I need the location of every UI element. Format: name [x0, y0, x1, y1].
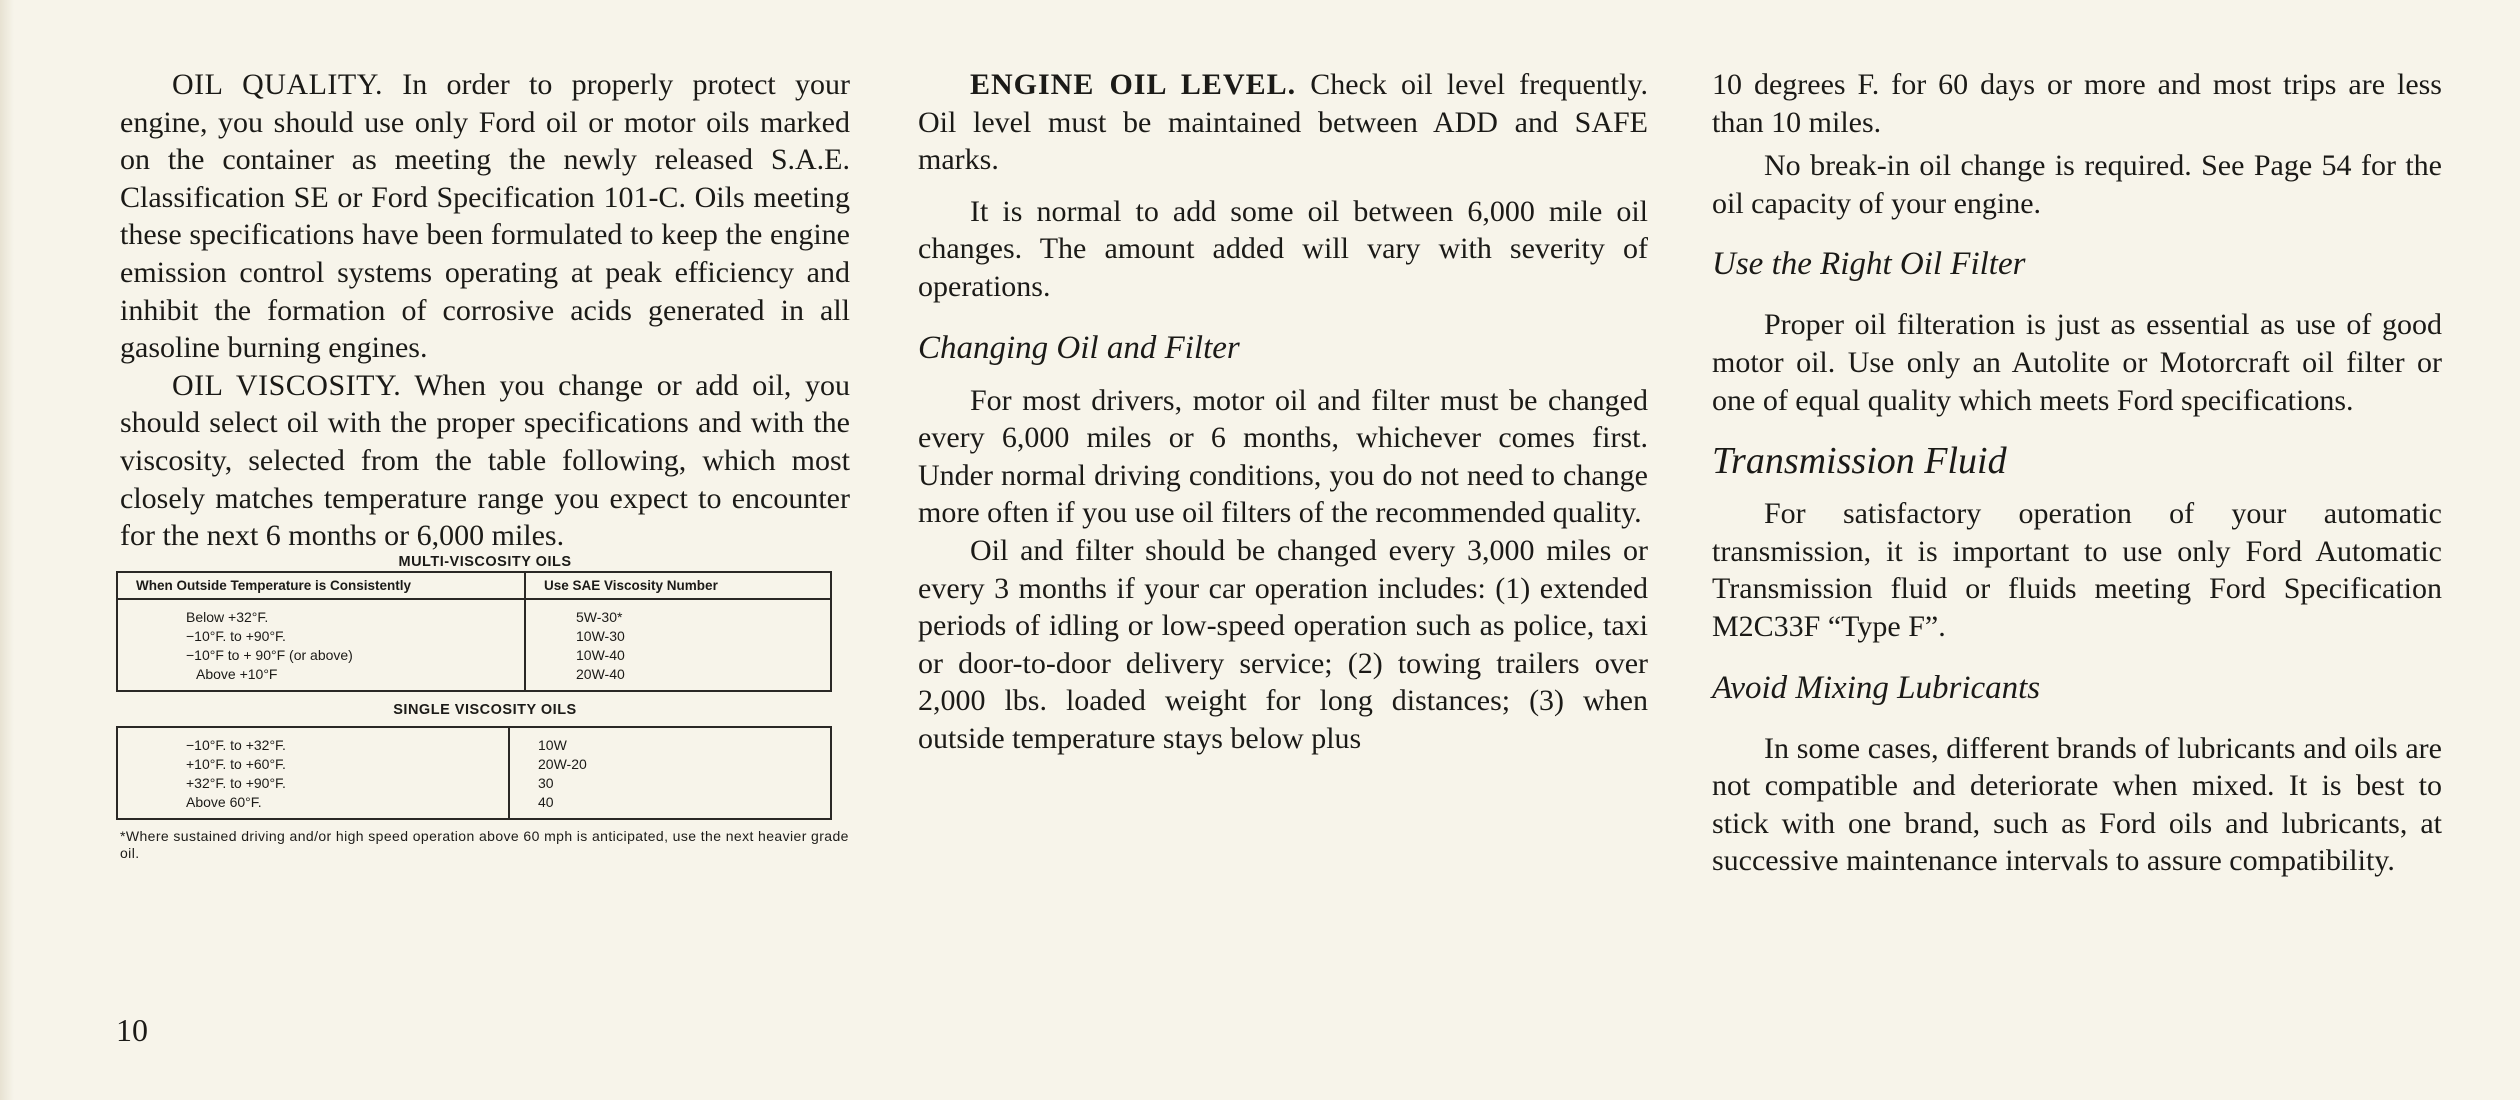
single-visc-cell	[509, 727, 831, 819]
table-row-visc: 10W-40	[576, 646, 625, 663]
table-row-temp: +32°F. to +90°F.	[186, 774, 286, 791]
transmission-fluid-paragraph: For satisfactory operation of your automatic transmission, it is important to use only Ford Automatic Transmission fluid or fluids meeting Ford Specification M2C33F “Type F”.	[1712, 497, 2442, 643]
table-row-temp: Below +32°F.	[186, 608, 269, 625]
normal-add-paragraph: It is normal to add some oil between 6,000 mile oil changes. The amount added will vary with severity of operations.	[918, 194, 1648, 303]
table-row-visc: 10W-30	[576, 627, 625, 644]
single-viscosity-rows	[117, 727, 831, 819]
engine-oil-level-paragraph	[918, 66, 1648, 179]
transmission-fluid-heading: Transmission Fluid	[1712, 440, 2007, 483]
multi-viscosity-title: MULTI-VISCOSITY OILS	[398, 553, 572, 570]
table-row-temp: Above +10°F	[196, 665, 278, 682]
header-viscosity: Use SAE Viscosity Number	[525, 572, 831, 599]
table-row-visc: 10W	[538, 736, 567, 753]
oil-quality-text: In order to properly protect your engine, you should use only Ford oil or motor oils marked on the container as meeting the newly released S.A.E. Classification SE or Ford Specification 101-C. Oils meeting these specifications have been formulated to keep the engine emission control systems operating at peak efficiency and inhibit the formation of corrosive acids generated in all gasoline burning engines.	[120, 68, 850, 365]
table-row-temp: −10°F. to +32°F.	[186, 736, 286, 753]
oil-quality-lead: OIL QUALITY.	[172, 68, 384, 101]
oil-filter-heading: Use the Right Oil Filter	[1712, 246, 2026, 283]
single-viscosity-table	[116, 726, 832, 820]
table-header-row	[117, 572, 831, 599]
mixing-lubricants-paragraph: In some cases, different brands of lubricants and oils are not compatible and deteriorate when mixed. It is best to stick with one brand, such as Ford oils and lubricants, at successive maintenance intervals to assure compatibility.	[1712, 731, 2442, 878]
page-number: 10	[116, 1012, 148, 1048]
engine-oil-level-text: Check oil level frequently. Oil level must be maintained between ADD and SAFE marks.	[918, 68, 1648, 177]
table-row-visc: 20W-20	[538, 755, 587, 772]
table-footnote: *Where sustained driving and/or high speed operation above 60 mph is anticipated, use the next heavier grade oil.	[120, 827, 849, 861]
page-binding-edge	[0, 0, 14, 1100]
engine-oil-level-lead: ENGINE OIL LEVEL.	[970, 68, 1297, 101]
oil-viscosity-paragraph	[120, 367, 850, 555]
table-row-visc: 20W-40	[576, 665, 625, 682]
changing-oil-paragraph-2: Oil and filter should be changed every 3,000 miles or every 3 months if your car operation includes: (1) extended periods of idling or low-speed operation such as police, taxi or door-to-door delivery service; (2) towing trailers over 2,000 lbs. loaded weight for long distances; (3) when outside temperature stays below plus	[918, 533, 1648, 755]
table-row-visc: 5W-30*	[576, 608, 623, 625]
single-temp-cell	[117, 727, 509, 819]
changing-oil-paragraph-1: For most drivers, motor oil and filter must be changed every 6,000 miles or 6 months, whichever comes first. Under normal driving conditions, you do not need to change more often if you use oil filters of the recommended quality.	[918, 383, 1648, 530]
break-in-paragraph: No break-in oil change is required. See Page 54 for the oil capacity of your engine.	[1712, 149, 2442, 220]
table-row-temp: +10°F. to +60°F.	[186, 755, 286, 772]
oil-viscosity-lead: OIL VISCOSITY.	[172, 368, 402, 402]
table-row-temp: Above 60°F.	[186, 793, 262, 810]
viscosity-table	[116, 571, 832, 692]
mixing-lubricants-heading: Avoid Mixing Lubricants	[1712, 669, 2041, 706]
table-row-temp: −10°F. to +90°F.	[186, 627, 286, 644]
column-middle	[918, 66, 1648, 758]
oil-viscosity-text: When you change or add oil, you should select oil with the proper specifications and with the viscosity, selected from the table following, which most closely matches temperature range you expect to encounter for the next 6 months or 6,000 miles.	[120, 368, 850, 553]
table-row-visc: 30	[538, 774, 554, 791]
oil-filter-paragraph: Proper oil filteration is just as essential as use of good motor oil. Use only an Autolite or Motorcraft oil filter or one of equal quality which meets Ford specifications.	[1712, 308, 2442, 417]
multi-visc-cell	[525, 599, 831, 691]
column-right	[1712, 66, 2442, 880]
multi-temp-cell	[117, 599, 525, 691]
single-viscosity-title: SINGLE VISCOSITY OILS	[393, 701, 577, 718]
changing-oil-heading: Changing Oil and Filter	[918, 329, 1240, 366]
continued-paragraph: 10 degrees F. for 60 days or more and most trips are less than 10 miles.	[1712, 68, 2442, 139]
table-row-temp: −10°F to + 90°F (or above)	[186, 646, 353, 663]
multi-viscosity-rows	[117, 599, 831, 691]
column-left	[120, 66, 850, 862]
oil-quality-paragraph	[120, 66, 850, 367]
header-temperature: When Outside Temperature is Consistently	[117, 572, 525, 599]
table-row-visc: 40	[538, 793, 554, 810]
